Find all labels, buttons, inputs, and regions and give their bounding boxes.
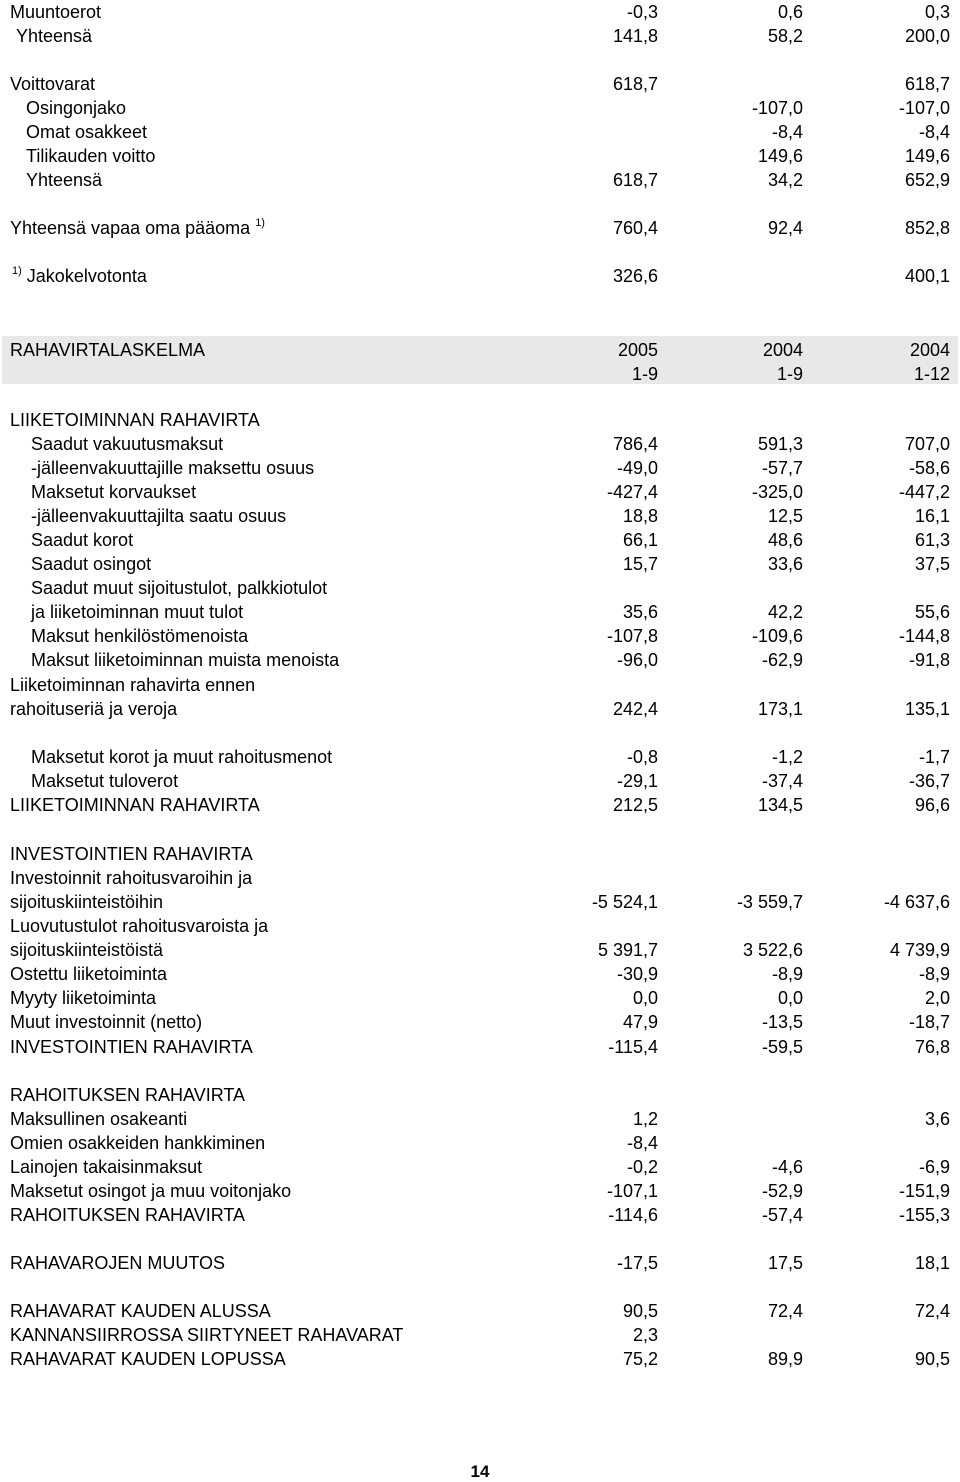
table-row [0, 1010, 960, 1034]
value-2005: 786,4 [612, 434, 658, 454]
value-2004-9: -13,5 [761, 1012, 803, 1032]
value-2005: 47,9 [622, 1012, 658, 1032]
value-2004-9: -8,4 [771, 122, 803, 142]
value-2004-12: 55,6 [914, 602, 950, 622]
table-row [0, 1251, 960, 1275]
table-row [0, 648, 960, 672]
value-2004-12: -1,7 [918, 747, 950, 767]
value-2004-12: -58,6 [908, 458, 950, 478]
value-2005: -0,8 [626, 747, 658, 767]
table-row [0, 600, 960, 624]
value-2004-9: 89,9 [767, 1349, 803, 1369]
footnote-label: Jakokelvotonta [26, 266, 147, 286]
value-2004-12: -36,7 [908, 771, 950, 791]
table-row [0, 793, 960, 817]
table-row [0, 1155, 960, 1179]
value-2004-12: 37,5 [914, 554, 950, 574]
value-2005: 2,3 [632, 1325, 658, 1345]
table-row [0, 1203, 960, 1227]
value-2004-12: 61,3 [914, 530, 950, 550]
row-label: sijoituskiinteistöihin [10, 892, 164, 912]
value-2004-12: 18,1 [914, 1253, 950, 1273]
row-label: RAHAVARAT KAUDEN ALUSSA [10, 1301, 271, 1321]
value-2005: -5 524,1 [591, 892, 658, 912]
row-label [12, 264, 147, 288]
value-2004-12: 200,0 [904, 26, 950, 46]
row-label: Osingonjako [26, 98, 127, 118]
row-label: Saadut vakuutusmaksut [31, 434, 224, 454]
page-number: 14 [470, 1462, 490, 1481]
row-label: rahoituseriä ja veroja [10, 699, 178, 719]
value-2004-9: -57,7 [761, 458, 803, 478]
value-2004-12: -447,2 [898, 482, 950, 502]
value-2004-12: 2,0 [924, 988, 950, 1008]
value-2005: 618,7 [612, 170, 658, 190]
value-2004-9: 173,1 [757, 699, 803, 719]
table-row [0, 1347, 960, 1371]
row-label: Maksetut korot ja muut rahoitusmenot [31, 747, 333, 767]
row-label: RAHOITUKSEN RAHAVIRTA [10, 1205, 246, 1225]
value-2005: -107,8 [606, 626, 658, 646]
table-row [0, 0, 960, 24]
value-2004-9: 17,5 [767, 1253, 803, 1273]
value-2005: 35,6 [622, 602, 658, 622]
table-row [0, 624, 960, 648]
value-2004-9: 58,2 [767, 26, 803, 46]
value-2004-9: 92,4 [767, 218, 803, 238]
row-label: LIIKETOIMINNAN RAHAVIRTA [10, 410, 260, 430]
row-label: Saadut korot [31, 530, 134, 550]
value-2004-12: -8,4 [918, 122, 950, 142]
value-2004-9: -1,2 [771, 747, 803, 767]
year-header: 2005 [617, 340, 658, 360]
value-2004-9: 0,0 [777, 988, 803, 1008]
period-header-row [0, 362, 960, 386]
table-row [0, 745, 960, 769]
value-2005: 1,2 [632, 1109, 658, 1129]
row-label: RAHAVARAT KAUDEN LOPUSSA [10, 1349, 286, 1369]
row-label: Maksullinen osakeanti [10, 1109, 188, 1129]
value-2005: -17,5 [616, 1253, 658, 1273]
value-2004-12: -107,0 [898, 98, 950, 118]
row-label: Maksut liiketoiminnan muista menoista [31, 650, 340, 670]
value-2004-9: -325,0 [751, 482, 803, 502]
year-header: 2004 [909, 340, 950, 360]
value-2005: -107,1 [606, 1181, 658, 1201]
table-row [0, 962, 960, 986]
table-row [0, 576, 960, 600]
value-2004-9: 12,5 [767, 506, 803, 526]
value-2004-9: -52,9 [761, 1181, 803, 1201]
row-label: LIIKETOIMINNAN RAHAVIRTA [10, 795, 260, 815]
value-2004-12: 76,8 [914, 1037, 950, 1057]
value-2004-9: 33,6 [767, 554, 803, 574]
value-2005: 5 391,7 [597, 940, 658, 960]
row-label: INVESTOINTIEN RAHAVIRTA [10, 1037, 253, 1057]
value-2005: 760,4 [612, 218, 658, 238]
table-row [0, 890, 960, 914]
row-label: Omien osakkeiden hankkiminen [10, 1133, 266, 1153]
value-2005: 66,1 [622, 530, 658, 550]
row-label: Voittovarat [10, 74, 96, 94]
section-title: RAHAVIRTALASKELMA [10, 340, 206, 360]
table-row [0, 986, 960, 1010]
row-label: Yhteensä [16, 26, 93, 46]
table-row [0, 1131, 960, 1155]
value-2004-12: -91,8 [908, 650, 950, 670]
period-header: 1-12 [913, 364, 950, 384]
table-row [0, 697, 960, 721]
value-2005: -114,6 [608, 1205, 658, 1225]
value-2004-12: 652,9 [904, 170, 950, 190]
value-2004-12: 96,6 [914, 795, 950, 815]
row-label: Muuntoerot [10, 2, 102, 22]
row-label: Saadut osingot [31, 554, 152, 574]
cashflow-header-row [0, 338, 960, 362]
value-2005: -49,0 [616, 458, 658, 478]
value-2004-12: 90,5 [914, 1349, 950, 1369]
value-2004-12: -155,3 [898, 1205, 950, 1225]
table-row [0, 769, 960, 793]
value-2004-9: -57,4 [761, 1205, 803, 1225]
value-2005: 90,5 [622, 1301, 658, 1321]
row-label: INVESTOINTIEN RAHAVIRTA [10, 844, 253, 864]
value-2005: -0,2 [626, 1157, 658, 1177]
table-row [0, 552, 960, 576]
value-2004-12: -144,8 [898, 626, 950, 646]
row-label: Ostettu liiketoiminta [10, 964, 168, 984]
value-2004-12: -151,9 [898, 1181, 950, 1201]
value-2005: 212,5 [612, 795, 658, 815]
row-label: sijoituskiinteistöistä [10, 940, 164, 960]
table-row [0, 432, 960, 456]
table-row [0, 914, 960, 938]
footnote-marker: 1) [255, 217, 265, 229]
value-2005: -96,0 [616, 650, 658, 670]
table-row [0, 673, 960, 697]
table-row [0, 1179, 960, 1203]
table-row [0, 866, 960, 890]
value-2004-12: 16,1 [914, 506, 950, 526]
row-label: Maksetut tuloverot [31, 771, 179, 791]
row-label: Liiketoiminnan rahavirta ennen [10, 675, 256, 695]
row-label: Luovutustulot rahoitusvaroista ja [10, 916, 269, 936]
table-row [0, 120, 960, 144]
row-label: Yhteensä [26, 170, 103, 190]
row-label: -jälleenvakuuttajilta saatu osuus [31, 506, 287, 526]
value-2004-9: -37,4 [761, 771, 803, 791]
value-2005: -115,4 [608, 1037, 658, 1057]
value-2004-9: -59,5 [761, 1037, 803, 1057]
value-2004-12: -6,9 [918, 1157, 950, 1177]
value-2005: 0,0 [632, 988, 658, 1008]
free-equity-row [0, 216, 960, 240]
value-2004-9: 0,6 [777, 2, 803, 22]
value-2005: -427,4 [606, 482, 658, 502]
value-2004-9: 72,4 [767, 1301, 803, 1321]
table-row [0, 168, 960, 192]
row-label: RAHAVAROJEN MUUTOS [10, 1253, 226, 1273]
value-2004-9: -62,9 [761, 650, 803, 670]
value-2004-9: -4,6 [771, 1157, 803, 1177]
table-row [0, 504, 960, 528]
value-2005: -30,9 [616, 964, 658, 984]
value-2004-9: 34,2 [767, 170, 803, 190]
value-2004-12: 0,3 [924, 2, 950, 22]
footnote-marker: 1) [12, 265, 22, 277]
table-row [0, 480, 960, 504]
row-label: ja liiketoiminnan muut tulot [31, 602, 244, 622]
value-2004-9: -3 559,7 [736, 892, 803, 912]
value-2005: 326,6 [612, 266, 658, 286]
value-2005: -0,3 [626, 2, 658, 22]
value-2004-9: -107,0 [751, 98, 803, 118]
value-2004-9: 591,3 [757, 434, 803, 454]
table-row [0, 456, 960, 480]
table-row [0, 24, 960, 48]
row-label: Tilikauden voitto [26, 146, 156, 166]
row-label: Muut investoinnit (netto) [10, 1012, 203, 1032]
value-2004-9: 42,2 [767, 602, 803, 622]
value-2004-12: -18,7 [908, 1012, 950, 1032]
value-2004-9: -8,9 [771, 964, 803, 984]
table-row [0, 842, 960, 866]
table-row [0, 1323, 960, 1347]
table-row [0, 1035, 960, 1059]
table-row [0, 938, 960, 962]
row-label: Saadut muut sijoitustulot, palkkiotulot [31, 578, 328, 598]
value-2004-12: 4 739,9 [889, 940, 950, 960]
value-2004-12: 707,0 [904, 434, 950, 454]
value-2004-12: -8,9 [918, 964, 950, 984]
value-2005: 618,7 [612, 74, 658, 94]
value-2004-12: 3,6 [924, 1109, 950, 1129]
year-header: 2004 [762, 340, 803, 360]
value-2005: 141,8 [612, 26, 658, 46]
row-label: Omat osakkeet [26, 122, 148, 142]
table-row [0, 96, 960, 120]
table-row [0, 408, 960, 432]
table-row [0, 144, 960, 168]
period-header: 1-9 [776, 364, 803, 384]
value-2004-12: 135,1 [904, 699, 950, 719]
table-row [0, 1083, 960, 1107]
value-2004-12: 852,8 [904, 218, 950, 238]
value-2005: 75,2 [622, 1349, 658, 1369]
row-label: Myyty liiketoiminta [10, 988, 157, 1008]
row-label: Maksetut korvaukset [31, 482, 197, 502]
row-label: KANNANSIIRROSSA SIIRTYNEET RAHAVARAT [10, 1325, 404, 1345]
table-row [0, 72, 960, 96]
row-label: RAHOITUKSEN RAHAVIRTA [10, 1085, 246, 1105]
value-2004-12: 149,6 [904, 146, 950, 166]
value-2004-12: -4 637,6 [883, 892, 950, 912]
value-2005: 18,8 [622, 506, 658, 526]
footnote-row [0, 264, 960, 288]
value-2004-9: 134,5 [757, 795, 803, 815]
value-2004-12: 400,1 [904, 266, 950, 286]
free-equity-label: Yhteensä vapaa oma pääoma [10, 218, 251, 238]
row-label: Maksut henkilöstömenoista [31, 626, 249, 646]
period-header: 1-9 [631, 364, 658, 384]
table-row [0, 1107, 960, 1131]
value-2004-12: 72,4 [914, 1301, 950, 1321]
value-2005: -8,4 [626, 1133, 658, 1153]
row-label [10, 216, 265, 240]
table-row [0, 528, 960, 552]
value-2005: 242,4 [612, 699, 658, 719]
row-label: -jälleenvakuuttajille maksettu osuus [31, 458, 315, 478]
value-2004-9: 48,6 [767, 530, 803, 550]
value-2004-9: -109,6 [751, 626, 803, 646]
value-2004-9: 149,6 [757, 146, 803, 166]
value-2005: 15,7 [622, 554, 658, 574]
row-label: Maksetut osingot ja muu voitonjako [10, 1181, 292, 1201]
table-row [0, 1299, 960, 1323]
row-label: Lainojen takaisinmaksut [10, 1157, 203, 1177]
value-2004-12: 618,7 [904, 74, 950, 94]
value-2004-9: 3 522,6 [742, 940, 803, 960]
row-label: Investoinnit rahoitusvaroihin ja [10, 868, 253, 888]
value-2005: -29,1 [616, 771, 658, 791]
